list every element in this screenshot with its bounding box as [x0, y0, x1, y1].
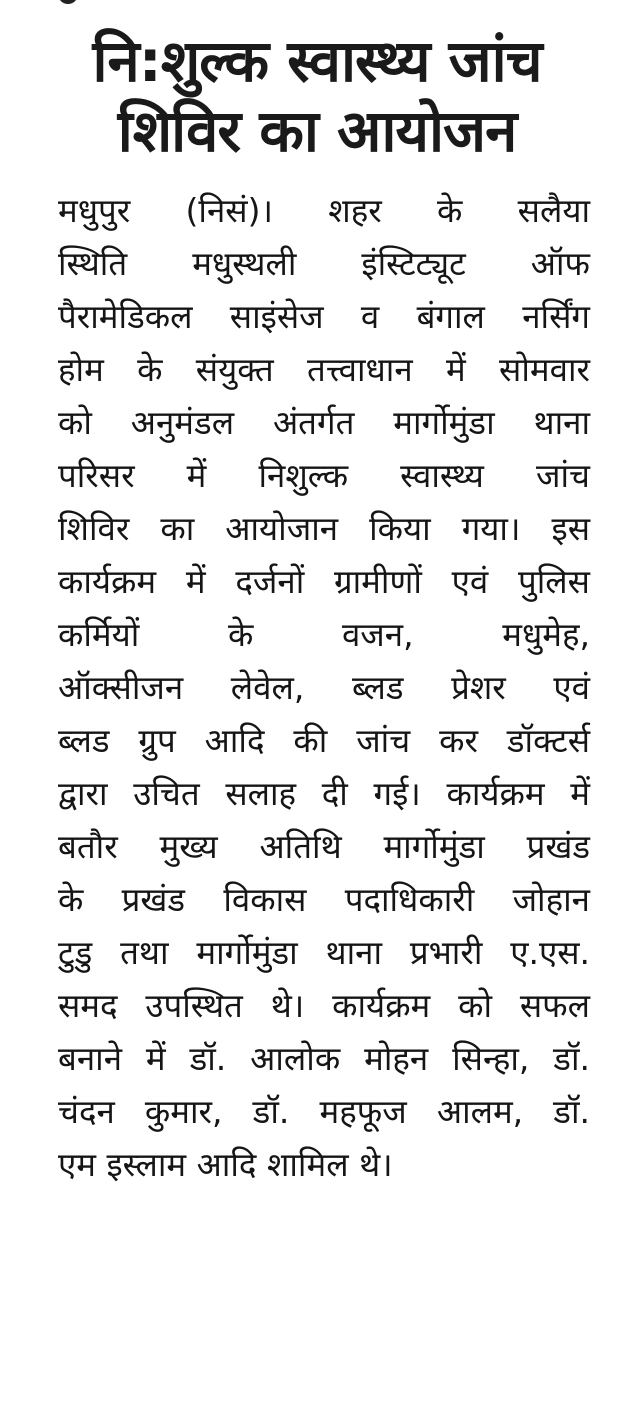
body-line: मधुपुर (निसं)। शहर के सलैया	[58, 191, 590, 230]
body-line: बनाने में डॉ. आलोक मोहन सिन्हा, डॉ.	[58, 1039, 590, 1078]
body-line: कर्मियों के वजन, मधुमेह,	[58, 615, 590, 654]
body-line: परिसर में निशुल्क स्वास्थ्य जांच	[58, 456, 590, 495]
body-line: समद उपस्थित थे। कार्यक्रम को सफल	[58, 986, 590, 1025]
body-line: बतौर मुख्य अतिथि मार्गोमुंडा प्रखंड	[58, 827, 590, 866]
body-line: ब्लड ग्रुप आदि की जांच कर डॉक्टर्स	[58, 721, 590, 760]
body-line: कार्यक्रम में दर्जनों ग्रामीणों एवं पुलिस	[58, 562, 590, 601]
body-line: को अनुमंडल अंतर्गत मार्गोमुंडा थाना	[58, 403, 590, 442]
body-line: द्वारा उचित सलाह दी गई। कार्यक्रम में	[58, 774, 590, 813]
body-line: के प्रखंड विकास पदाधिकारी जोहान	[58, 880, 590, 919]
body-line: ऑक्सीजन लेवेल, ब्लड प्रेशर एवं	[58, 668, 590, 707]
body-line: चंदन कुमार, डॉ. महफूज आलम, डॉ.	[58, 1092, 590, 1131]
body-line: टुडु तथा मार्गोमुंडा थाना प्रभारी ए.एस.	[58, 933, 590, 972]
body-line: एम इस्लाम आदि शामिल थे।	[58, 1145, 393, 1184]
body-line: पैरामेडिकल साइंसेज व बंगाल नर्सिंग	[58, 297, 590, 336]
body-line: होम के संयुक्त तत्त्वाधान में सोमवार	[58, 350, 590, 389]
headline-line-1: नि:शुल्क स्वास्थ्य जांच	[92, 27, 542, 95]
body-line: शिविर का आयोजान किया गया। इस	[58, 509, 590, 548]
body-line: स्थिति मधुस्थली इंस्टिट्यूट ऑफ	[58, 244, 590, 283]
headline-line-2: शिविर का आयोजन	[117, 97, 517, 165]
article-headline	[0, 0, 634, 166]
article-body	[0, 184, 634, 1191]
